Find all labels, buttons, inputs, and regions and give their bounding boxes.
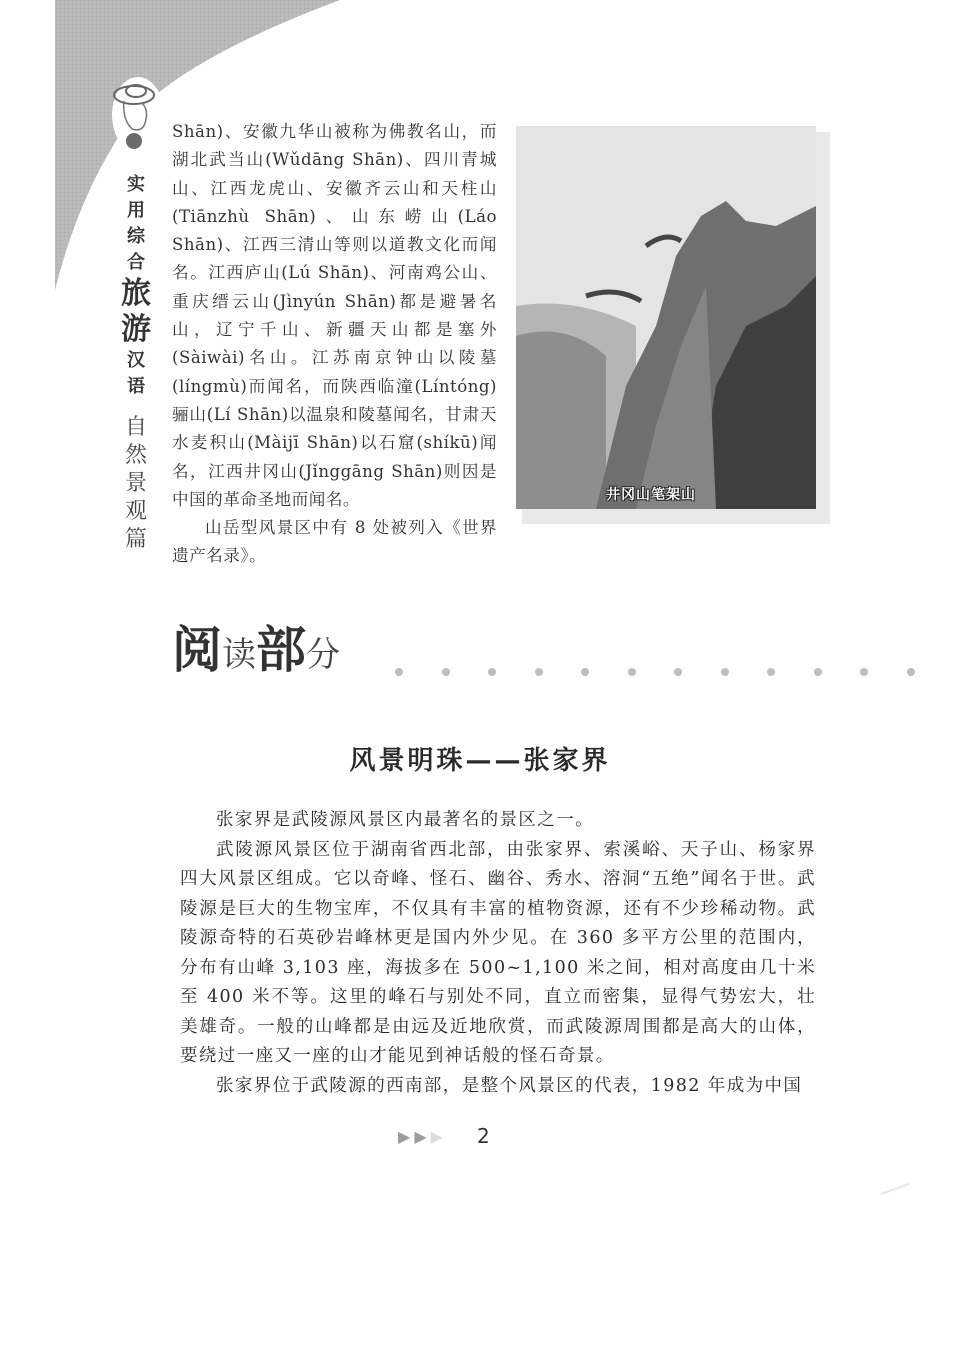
- arrow-icon: ▶: [414, 1126, 427, 1146]
- article-body: [180, 806, 816, 1101]
- dot-icon: [581, 668, 589, 676]
- series-char: 实: [127, 174, 145, 195]
- volume-char: 然: [124, 443, 147, 468]
- dot-icon: [535, 668, 543, 676]
- dot-icon: [395, 668, 403, 676]
- dot-icon: [721, 668, 729, 676]
- heading-char: 分: [306, 635, 340, 675]
- continued-text-block: [172, 118, 497, 571]
- paragraph: 张家界是武陵源风景区内最著名的景区之一。: [216, 810, 594, 830]
- arrow-icon: ▶: [398, 1126, 411, 1146]
- volume-char: 观: [124, 499, 147, 524]
- arrow-icon: ▶: [430, 1126, 443, 1146]
- dot-icon: [814, 668, 822, 676]
- series-char: 语: [127, 376, 145, 397]
- dot-icon: [767, 668, 775, 676]
- heading-char: 阅: [172, 621, 222, 679]
- dot-icon: [442, 668, 450, 676]
- mountain-photo: [516, 126, 816, 509]
- paragraph: Shān)、安徽九华山被称为佛教名山，而湖北武当山(Wǔdāng Shān)、四川青城山、江西龙虎山、安徽齐云山和天柱山(Tiānzhù Shān)、山东崂山(Láo Shān)、江西三清山等则以道教文化而闻名。江西庐山(Lú Shān)、河南鸡公山、重庆缙云山(Jìnyún Shān)都是避暑名山，辽宁千山、新疆天山都是塞外(Sàiwài)名山。江苏南京钟山以陵墓(língmù)而闻名，而陕西临潼(Líntóng)骊山(Lí Shān)以温泉和陵墓闻名，甘肃天水麦积山(Màijī Shān)以石窟(shíkū)闻名，江西井冈山(Jǐnggāng Shān)则因是中国的革命圣地而闻名。: [172, 122, 497, 509]
- series-char: 汉: [127, 350, 145, 371]
- dot-icon: [628, 668, 636, 676]
- series-char: 用: [127, 200, 145, 221]
- mountain-cliff-illustration: [516, 126, 816, 509]
- dot-icon: [488, 668, 496, 676]
- series-char: 游: [121, 312, 151, 347]
- series-char: 合: [127, 252, 145, 273]
- heading-char: 部: [256, 621, 306, 679]
- paragraph: 武陵源风景区位于湖南省西北部，由张家界、索溪峪、天子山、杨家界四大风景区组成。它以奇峰、怪石、幽谷、秀水、溶洞“五绝”闻名于世。武陵源是巨大的生物宝库，不仅具有丰富的植物资源，还有不少珍稀动物。武陵源奇特的石英砂岩峰林更是国内外少见。在 360 多平方公里的范围内，分布有山峰 3,103 座，海拔多在 500~1,100 米之间，相对高度由几十米至 400 米不等。这里的峰石与别处不同，直立而密集，显得气势宏大，壮美雄奇。一般的山峰都是由远及近地欣赏，而武陵源周围都是高大的山体，要绕过一座又一座的山才能见到神话般的怪石奇景。: [180, 839, 816, 1066]
- paragraph: 张家界位于武陵源的西南部，是整个风景区的代表，1982 年成为中国: [216, 1075, 803, 1096]
- book-series-title: [118, 172, 154, 554]
- scan-artifact: [881, 1183, 910, 1195]
- decorative-dot-line: [395, 662, 915, 682]
- article-title: 风景明珠——张家界: [349, 746, 611, 776]
- page-number: 2: [476, 1124, 490, 1148]
- reading-section-heading: [172, 622, 340, 678]
- dot-icon: [674, 668, 682, 676]
- volume-char: 景: [124, 471, 147, 496]
- woman-with-hat-icon: [110, 75, 166, 155]
- dot-icon: [860, 668, 868, 676]
- heading-char: 读: [222, 635, 256, 675]
- paragraph: 山岳型风景区中有 8 处被列入《世界遗产名录》。: [172, 518, 497, 566]
- dot-icon: [907, 668, 915, 676]
- series-char: 旅: [121, 276, 151, 311]
- photo-caption: 井冈山笔架山: [606, 487, 696, 503]
- page-footer: [398, 1124, 490, 1148]
- volume-char: 自: [124, 415, 147, 440]
- volume-char: 篇: [124, 527, 147, 552]
- series-char: 综: [127, 226, 145, 247]
